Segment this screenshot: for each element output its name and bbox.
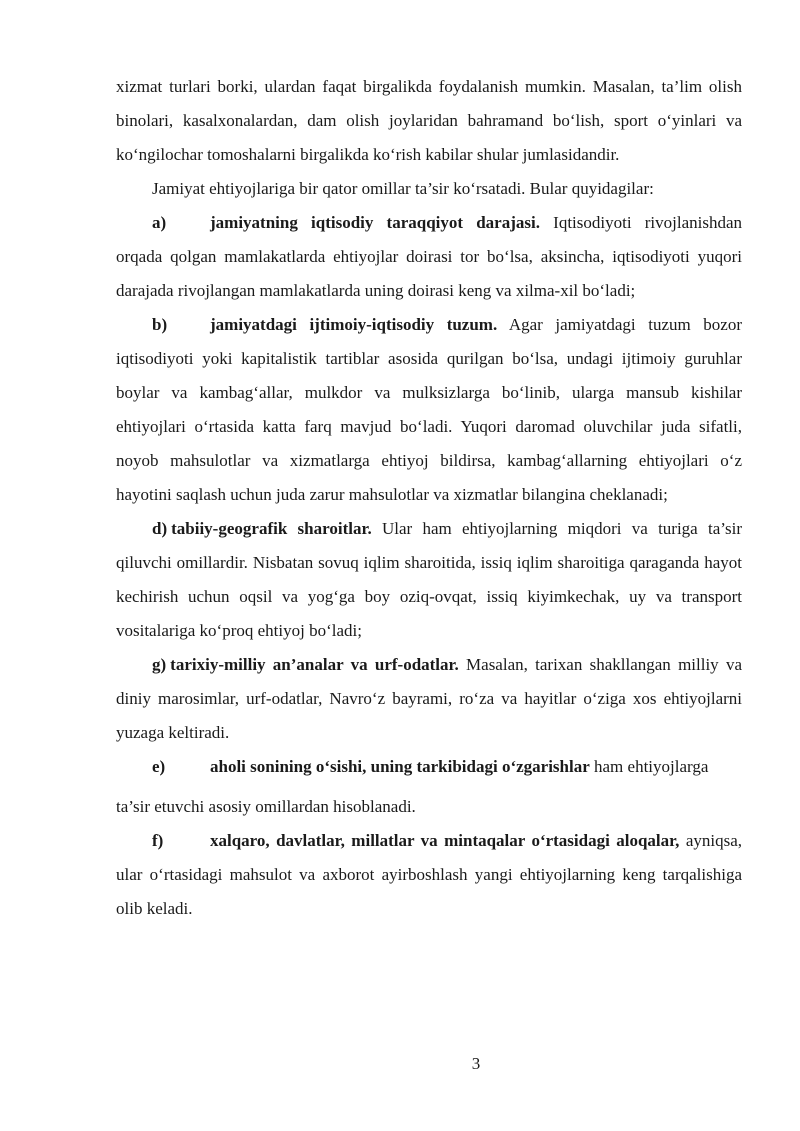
- item-text: ham ehtiyojlarga: [589, 757, 709, 776]
- list-marker: f): [152, 831, 164, 850]
- item-heading: tarixiy-milliy an’analar va urf-odatlar.: [170, 655, 459, 674]
- item-heading: aholi sonining o‘sishi, uning tarkibidagi o‘zgarishlar: [210, 757, 590, 776]
- item-text: Iqtisodiyoti rivojlanishdan orqada qolgan mamlakatlarda ehtiyojlar doirasi tor bo‘lsa, aksincha, iqtisodiyoti yuqori darajada rivojlangan mamlakatlarda uning doirasi keng va xilma-xil bo‘ladi;: [116, 213, 742, 300]
- list-item-e-continuation: ta’sir etuvchi asosiy omillardan hisoblanadi.: [116, 797, 416, 816]
- item-heading: jamiyatning iqtisodiy taraqqiyot darajasi.: [210, 213, 540, 232]
- list-marker: b): [152, 315, 168, 334]
- document-page: [116, 70, 742, 926]
- item-heading: jamiyatdagi ijtimoiy-iqtisodiy tuzum.: [210, 315, 498, 334]
- paragraph-factors-lead: Jamiyat ehtiyojlariga bir qator omillar ta’sir ko‘rsatadi. Bular quyidagilar:: [152, 179, 654, 198]
- paragraph-intro: xizmat turlari borki, ulardan faqat birgalikda foydalanish mumkin. Masalan, ta’lim olish binolari, kasalxonalardan, dam olish joylaridan bahramand bo‘lish, sport o‘yinlari va ko‘ngilochar tomoshalarni birgalikda ko‘rish kabilar shular jumlasidandir.: [116, 77, 742, 164]
- item-text: Agar jamiyatdagi tuzum bozor iqtisodiyoti yoki kapitalistik tartiblar asosida qurilgan bo‘lsa, undagi ijtimoiy guruhlar boylar va kambag‘allar, mulkdor va mulksizlarga bo‘linib, ularga mansub kishilar ehtiyojlari o‘rtasida katta farq mavjud bo‘ladi. Yuqori daromad oluvchilar juda sifatli, noyob mahsulotlar va xizmatlarga ehtiyoj bildirsa, kambag‘allarning ehtiyojlari o‘z hayotini saqlash uchun juda zarur mahsulotlar va xizmatlar bilangina cheklanadi;: [116, 315, 742, 504]
- item-text: Masalan, tarixan shakllangan milliy va diniy marosimlar, urf-odatlar, Navro‘z bayrami, ro‘za va hayitlar o‘ziga xos ehtiyojlarni yuzaga keltiradi.: [116, 655, 742, 742]
- item-heading: tabiiy-geografik sharoitlar.: [171, 519, 372, 538]
- item-text: Ular ham ehtiyojlarning miqdori va turiga ta’sir qiluvchi omillardir. Nisbatan sovuq iqlim sharoitida, issiq iqlim sharoitiga qaraganda hayot kechirish uchun oqsil va yog‘ga boy oziq-ovqat, issiq kiyimkechak, uy va transport vositalariga ko‘proq ehtiyoj bo‘ladi;: [116, 519, 742, 640]
- list-item-f: [116, 824, 742, 926]
- page-number: 3: [471, 1054, 481, 1073]
- list-marker: g): [152, 655, 167, 674]
- list-marker: e): [152, 757, 166, 776]
- list-item-e: [116, 756, 742, 778]
- item-text: ayniqsa, ular o‘rtasidagi mahsulot va axborot ayirboshlash yangi ehtiyojlarning keng tarqalishiga olib keladi.: [116, 831, 742, 918]
- list-marker: d): [152, 519, 168, 538]
- list-item-d: [116, 512, 742, 648]
- list-marker: a): [152, 213, 167, 232]
- list-item-g: [116, 648, 742, 750]
- list-item-a: [116, 206, 742, 308]
- list-item-b: [116, 308, 742, 512]
- item-heading: xalqaro, davlatlar, millatlar va mintaqalar o‘rtasidagi aloqalar,: [210, 831, 680, 850]
